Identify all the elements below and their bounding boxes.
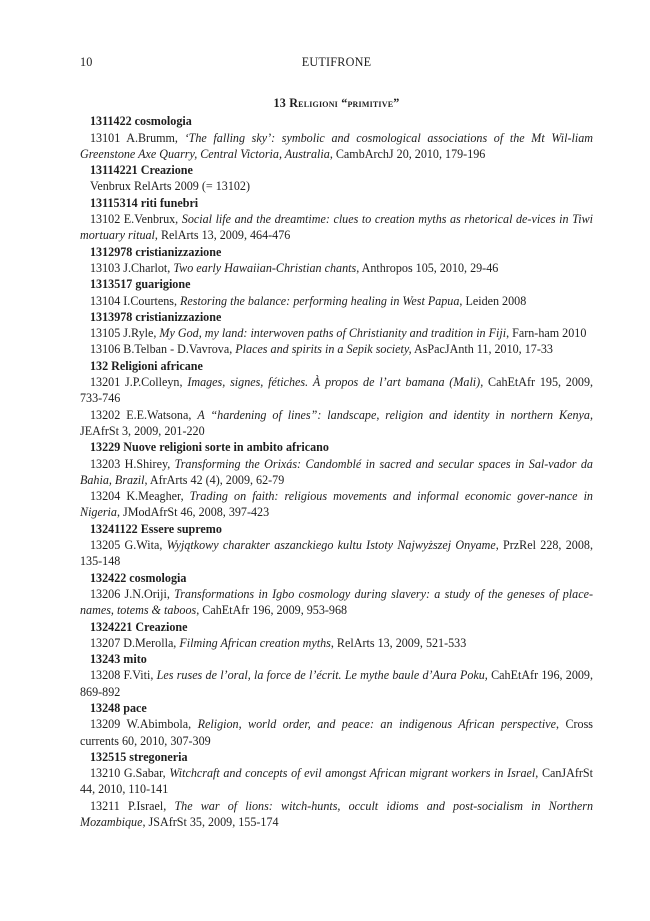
entry-id: 13101 xyxy=(90,130,121,145)
entry-title: Transformations in Igbo cosmology during slavery: a study of the geneses of place-names, totems & taboos xyxy=(80,586,593,618)
bibliography-entry xyxy=(80,130,593,163)
subject-heading: 1313517 guarigione xyxy=(90,277,191,292)
entry-id: 13209 xyxy=(90,717,121,732)
entry-author: G.Sabar, xyxy=(123,766,166,781)
entry-source: , JSAfrSt 35, 2009, 155-174 xyxy=(142,815,279,830)
entry-id: 13211 xyxy=(90,798,120,813)
entry-title: My God, my land: interwoven paths of Christianity and tradition in Fiji xyxy=(159,326,507,341)
entry-source: AsPacJAnth 11, 2010, 17-33 xyxy=(411,342,553,357)
bibliography-entry xyxy=(80,488,593,521)
entry-source: CahEtAfr 195, 2009, 733-746 xyxy=(80,375,594,406)
entry-author: P.Israel, xyxy=(127,798,167,813)
subject-heading: 13229 Nuove religioni sorte in ambito africano xyxy=(90,440,329,455)
section-number: 13 xyxy=(273,96,286,110)
bibliography-entry xyxy=(80,537,593,570)
entry-author: F.Viti, xyxy=(123,668,154,683)
entry-author: Venbrux RelArts 2009 (= 13102) xyxy=(90,179,250,194)
bibliography-entry xyxy=(80,374,593,407)
entry-id: 13206 xyxy=(90,586,121,601)
entry-id: 13202 xyxy=(90,407,121,422)
bibliography-blocks xyxy=(80,113,593,830)
entry-title: Transforming the Orixás: Candomblé in sacred and secular spaces in Sal-vador da Bahia, Brazil xyxy=(80,456,593,487)
bibliography-entry xyxy=(80,407,593,440)
bibliography-entry xyxy=(80,341,593,357)
entry-source: , Cross currents 60, 2010, 307-309 xyxy=(80,717,593,748)
bibliography-entry xyxy=(80,586,593,619)
entry-source: , CanJAfrSt 44, 2010, 110-141 xyxy=(80,766,594,797)
entry-source: , RelArts 13, 2009, 521-533 xyxy=(330,635,467,650)
entry-source: JEAfrSt 3, 2009, 201-220 xyxy=(80,423,205,438)
bibliography-entry xyxy=(80,293,593,309)
entry-source: , Anthropos 105, 2010, 29-46 xyxy=(356,260,499,275)
bibliography-entry xyxy=(80,260,593,276)
entry-title: Witchcraft and concepts of evil amongst African migrant workers in Israel xyxy=(169,766,536,781)
bibliography-entry xyxy=(80,667,593,700)
entry-id: 13104 xyxy=(90,293,121,308)
entry-author: E.E.Watsona, xyxy=(126,407,192,422)
entry-title: Trading on faith: religious movements and informal economic gover-nance in Nigeria xyxy=(80,489,593,520)
entry-title: ‘The falling sky’: symbolic and cosmological associations of the Mt Wil-liam Greenstone Axe Quarry, Central Victoria, Australia xyxy=(80,130,594,161)
entry-source: , CambArchJ 20, 2010, 179-196 xyxy=(329,146,486,161)
entry-id: 13210 xyxy=(90,766,121,781)
entry-author: J.N.Oriji, xyxy=(124,586,170,601)
entry-id: 13208 xyxy=(90,668,121,683)
subject-heading: 13248 pace xyxy=(90,700,147,715)
entry-title: Religion, world order, and peace: an indigenous African perspective xyxy=(197,717,556,732)
subject-heading: 13115314 riti funebri xyxy=(90,195,199,210)
bibliography-entry xyxy=(80,798,593,831)
bibliography-entry xyxy=(80,635,593,651)
entry-id: 13102 xyxy=(90,212,121,227)
entry-author: D.Merolla, xyxy=(123,635,177,650)
subject-heading: 132 Religioni africane xyxy=(90,358,203,373)
section-title-text: Religioni “primitive” xyxy=(289,96,400,110)
subject-heading: 13243 mito xyxy=(90,652,147,667)
entry-source: , JModAfrSt 46, 2008, 397-423 xyxy=(116,505,270,520)
entry-id: 13105 xyxy=(90,326,121,341)
entry-id: 13201 xyxy=(90,375,121,390)
entry-author: G.Wita, xyxy=(124,538,163,553)
bibliography-content xyxy=(80,95,593,830)
entry-source: , AfrArts 42 (4), 2009, 62-79 xyxy=(144,472,285,487)
bibliography-entry xyxy=(80,765,593,798)
entry-source: , RelArts 13, 2009, 464-476 xyxy=(154,228,291,243)
entry-author: J.Ryle, xyxy=(123,326,157,341)
entry-source: , Leiden 2008 xyxy=(459,293,527,308)
bibliography-entry xyxy=(80,211,593,244)
entry-source: , PrzRel 228, 2008, 135-148 xyxy=(80,538,593,569)
bibliography-entry xyxy=(80,716,593,749)
entry-title: A “hardening of lines”: landscape, religion and identity in northern Kenya, xyxy=(197,407,593,422)
entry-id: 13106 xyxy=(90,342,121,357)
entry-author: A.Brumm, xyxy=(126,130,178,145)
entry-id: 13203 xyxy=(90,456,121,471)
entry-title: Wyjątkowy charakter aszanckiego kultu Istoty Najwyższej Onyame xyxy=(166,538,496,553)
running-head xyxy=(80,55,593,71)
entry-title: Restoring the balance: performing healing in West Papua xyxy=(180,293,460,308)
subject-heading: 1311422 cosmologia xyxy=(90,114,192,129)
bibliography-entry xyxy=(80,325,593,341)
entry-id: 13204 xyxy=(90,489,121,504)
subject-heading: 132422 cosmologia xyxy=(90,570,187,585)
entry-title: Two early Hawaiian-Christian chants xyxy=(173,260,357,275)
subject-heading: 13114221 Creazione xyxy=(90,163,193,178)
entry-title: The war of lions: witch-hunts, occult idioms and post-socialism in Northern Mozambique xyxy=(80,798,594,830)
subject-heading: 1312978 cristianizzazione xyxy=(90,244,222,259)
entry-author: I.Courtens, xyxy=(123,293,178,308)
entry-source: , CahEtAfr 196, 2009, 953-968 xyxy=(196,603,348,618)
entry-id: 13103 xyxy=(90,260,121,275)
entry-source: CahEtAfr 196, 2009, 869-892 xyxy=(80,668,594,699)
entry-title: Places and spirits in a Sepik society, xyxy=(235,342,412,357)
entry-id: 13205 xyxy=(90,538,121,553)
bibliography-entry xyxy=(80,178,593,194)
entry-title: Les ruses de l’oral, la force de l’écrit. Le mythe baule d’Aura Poku, xyxy=(156,668,488,683)
entry-author: W.Abimbola, xyxy=(126,717,192,732)
entry-author: B.Telban - D.Vavrova, xyxy=(123,342,233,357)
entry-title: Social life and the dreamtime: clues to creation myths as rhetorical de-vices in Tiwi mortuary ritual xyxy=(80,212,593,243)
section-title xyxy=(80,95,593,111)
entry-author: J.Charlot, xyxy=(123,260,171,275)
entry-author: H.Shirey, xyxy=(124,456,171,471)
page-number: 10 xyxy=(80,55,93,69)
entry-source: , Farn-ham 2010 xyxy=(506,326,587,341)
entry-author: J.P.Colleyn, xyxy=(125,375,183,390)
subject-heading: 132515 stregoneria xyxy=(90,749,188,764)
entry-author: E.Venbrux, xyxy=(123,212,179,227)
subject-heading: 1313978 cristianizzazione xyxy=(90,309,222,324)
subject-heading: 13241122 Essere supremo xyxy=(90,521,222,536)
bibliography-entry xyxy=(80,456,593,489)
journal-title: EUTIFRONE xyxy=(301,55,372,69)
entry-author: K.Meagher, xyxy=(126,489,184,504)
entry-title: Filming African creation myths xyxy=(179,635,331,650)
entry-title: Images, signes, fétiches. À propos de l’art bamana (Mali), xyxy=(187,375,484,390)
entry-id: 13207 xyxy=(90,635,121,650)
subject-heading: 1324221 Creazione xyxy=(90,619,188,634)
